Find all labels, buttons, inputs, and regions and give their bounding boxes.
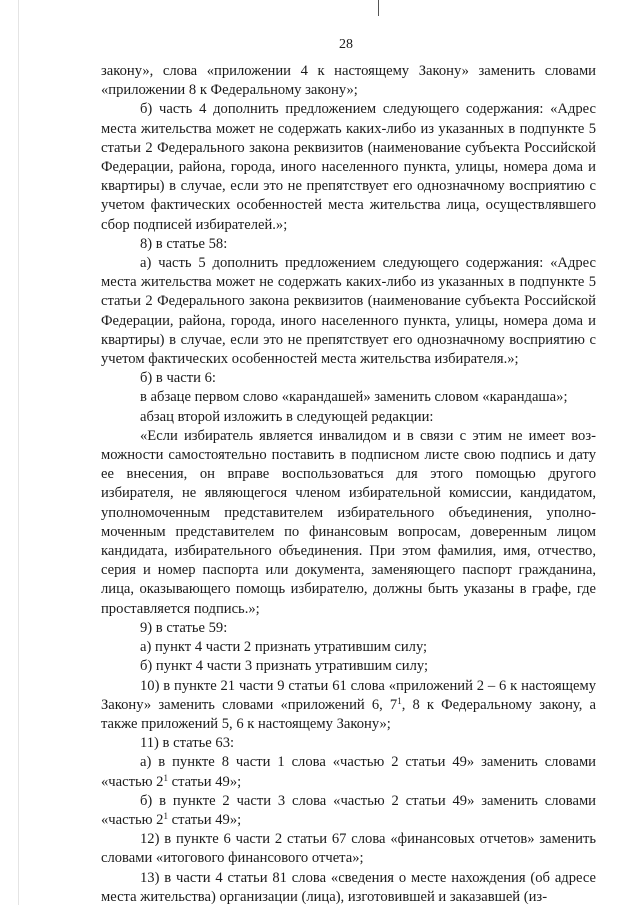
document-body bbox=[101, 62, 596, 907]
page-number: 28 bbox=[339, 37, 353, 52]
paragraph: б) часть 4 дополнить предложением следующего содержания: «Адрес места жительства может не содержать каких-либо из указанных в подпункте 5 статьи 2 Федерального закона реквизитов (наименование субъекта Российской Федерации, района, города, иного населенного пункта, улицы, номера дома и квартиры) в случае, если это не препятствует его однозначному восприятию с учетом фактических особенностей места жительства лица, осуществлявшего сбор подписей избирателей.»; bbox=[101, 101, 596, 233]
paragraph-text-part: 10) в пункте 21 части 9 статьи 61 слова «приложений 2 – 6 к настоящему Закону» заменить словами «приложений 6, 7 bbox=[101, 677, 596, 713]
paragraph bbox=[101, 753, 596, 791]
paragraph-text-part: б) в пункте 2 части 3 слова «частью 2 статьи 49» заменить словами «частью 2 bbox=[101, 792, 596, 828]
paragraph: в абзаце первом слово «карандашей» заменить словом «карандаша»; bbox=[140, 389, 568, 406]
paragraph-text-part: статьи 49»; bbox=[167, 811, 242, 828]
paragraph bbox=[101, 677, 596, 735]
superscript-index: 1 bbox=[163, 810, 168, 821]
paragraph: «Если избиратель является инвалидом и в связи с этим не имеет возможности самостоятельно поставить в подписном листе свою подпись и дату ее внесения, он вправе воспользоваться для этого помощью другого избирателя, не являющегося членом избирательной комиссии, кандидатом, уполномоченным представителем избирательного объединения, уполномоченным представителем по финансовым вопросам, доверенным лицом кандидата, избирательного объединения. При этом фамилия, имя, отчество, серия и номер паспорта или документа, заменяющего паспорт гражданина, лица, оказывающего помощь избирателю, должны быть указаны в графе, где проставляется подпись.»; bbox=[101, 427, 596, 617]
paragraph bbox=[101, 792, 596, 830]
paragraph: 13) в части 4 статьи 81 слова «сведения о месте нахождения (об адресе места жительства) организации (лица), изготовившей и заказавшей (из- bbox=[101, 869, 596, 905]
scan-left-edge bbox=[18, 0, 19, 905]
paragraph-text-part: статьи 49»; bbox=[167, 773, 242, 790]
paragraph: 11) в статье 63: bbox=[140, 735, 235, 752]
paragraph: 8) в статье 58: bbox=[140, 235, 228, 252]
paragraph: абзац второй изложить в следующей редакции: bbox=[140, 408, 434, 425]
scan-top-mark bbox=[378, 0, 379, 16]
superscript-index: 1 bbox=[397, 695, 402, 706]
paragraph: б) пункт 4 части 3 признать утратившим силу; bbox=[140, 658, 429, 675]
paragraph-text-part: , 8 к Федеральному закону, а также приложений 5, 6 к настоящему Закону»; bbox=[101, 696, 596, 732]
superscript-index: 1 bbox=[163, 772, 168, 783]
paragraph: а) часть 5 дополнить предложением следующего содержания: «Адрес места жительства может не содержать каких-либо из указанных в подпункте 5 статьи 2 Федерального закона реквизитов (наименование субъекта Российской Федерации, района, города, иного населенного пункта, улицы, номера дома и квартиры) в случае, если это не препятствует его однозначному восприятию с учетом фактических особенностей места жительства избирателя.»; bbox=[101, 255, 596, 368]
paragraph-text-part: а) в пункте 8 части 1 слова «частью 2 статьи 49» заменить словами «частью 2 bbox=[101, 754, 596, 790]
paragraph: 12) в пункте 6 части 2 статьи 67 слова «финансовых отчетов» заменить словами «итогового финансового отчета»; bbox=[101, 831, 596, 867]
paragraph: закону», слова «приложении 4 к настоящему Закону» заменить словами «приложении 8 к Федеральному закону»; bbox=[101, 63, 596, 99]
paragraph: б) в части 6: bbox=[140, 370, 216, 387]
paragraph: 9) в статье 59: bbox=[140, 619, 228, 636]
paragraph: а) пункт 4 части 2 признать утратившим силу; bbox=[140, 639, 428, 656]
